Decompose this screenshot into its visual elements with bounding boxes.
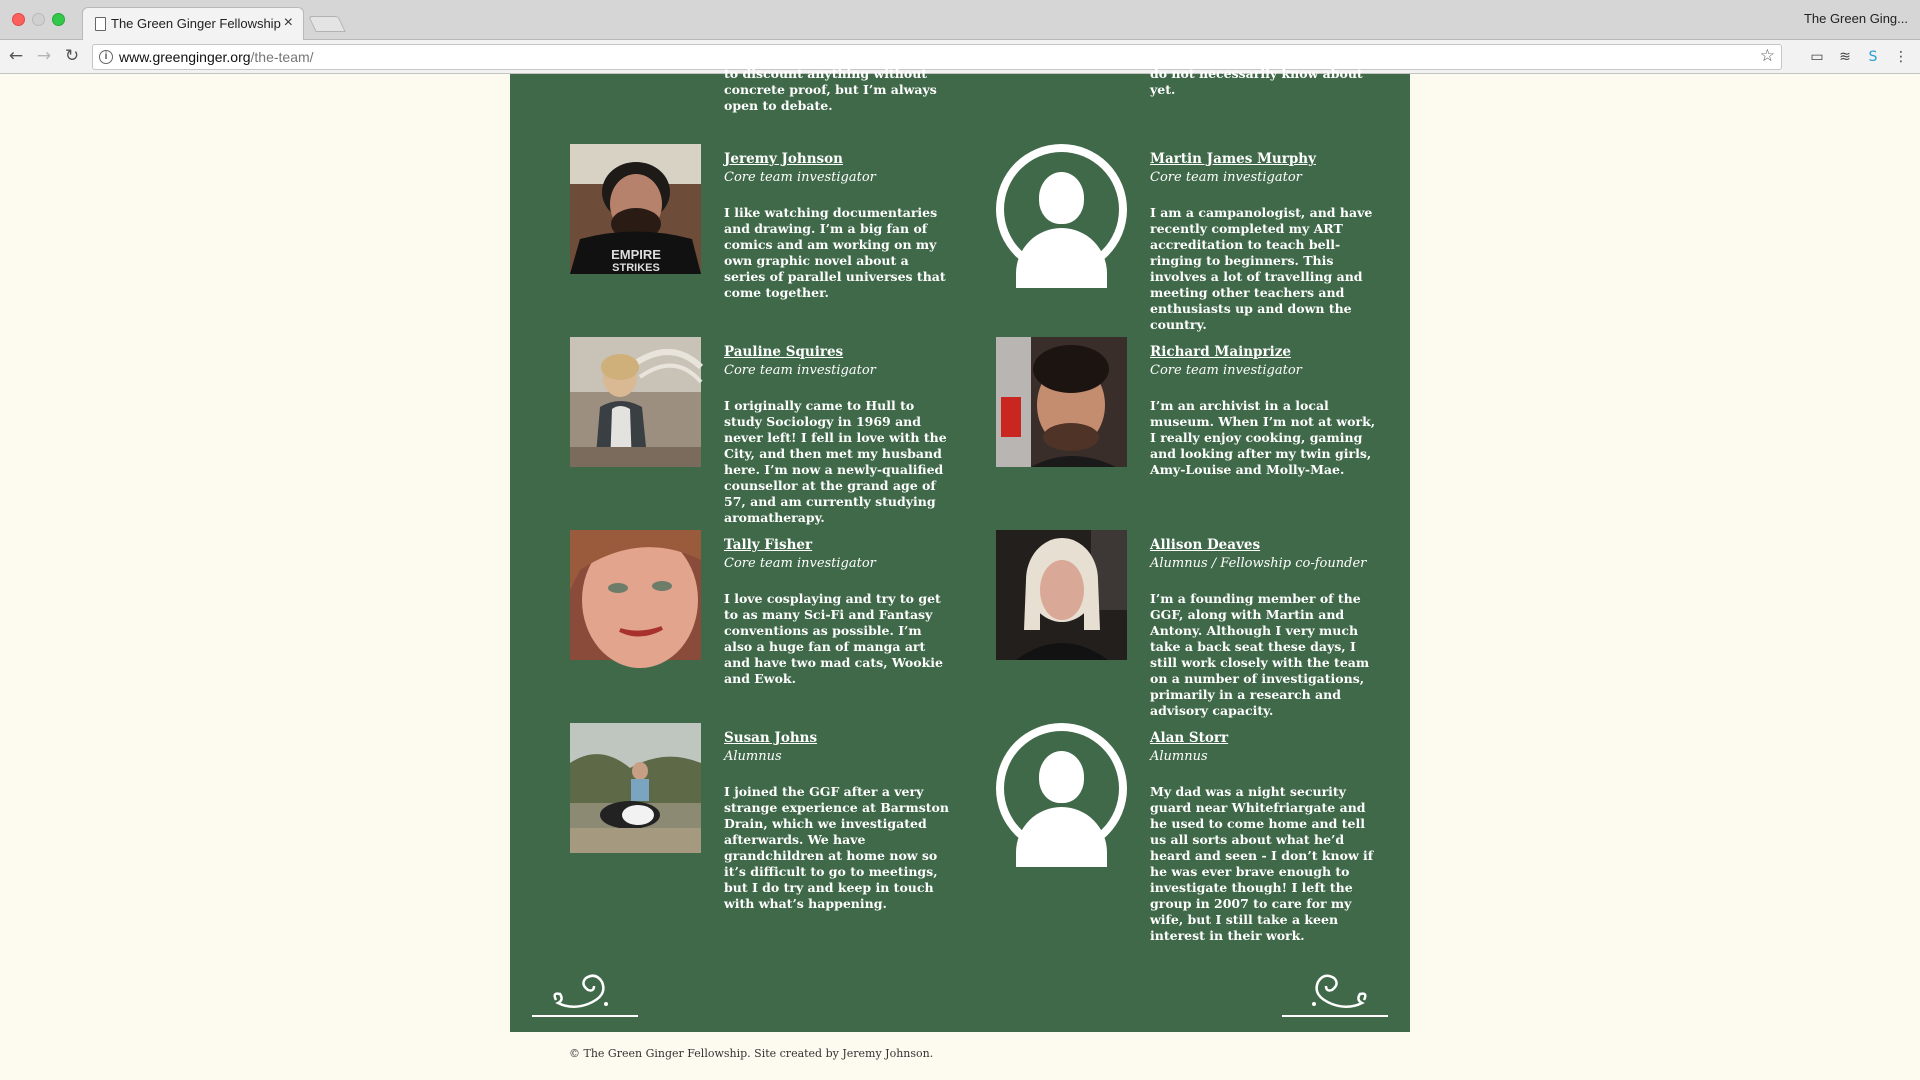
- member-role: Core team investigator: [724, 556, 876, 571]
- member-info: [724, 536, 954, 687]
- svg-text:EMPIRE: EMPIRE: [611, 247, 661, 262]
- reload-icon[interactable]: ↻: [64, 46, 80, 66]
- page-viewport: [0, 66, 1920, 1080]
- member-info: [1150, 150, 1380, 333]
- member-role: Core team investigator: [724, 170, 876, 185]
- member-name-link[interactable]: Pauline Squires: [724, 344, 844, 360]
- member-bio: I originally came to Hull to study Sociology in 1969 and never left! I fell in love with the City, and then met my husband here. I’m now a newly-qualified counsellor at the grand age of 57, and am currently studying aromatherapy.: [724, 398, 947, 525]
- tab-title: The Green Ginger Fellowship: [111, 16, 281, 31]
- member-role: Core team investigator: [1150, 170, 1302, 185]
- member-bio: I am a campanologist, and have recently completed my ART accreditation to teach bell-ringing to beginners. This involves a lot of travelling and meeting other teachers and enthusiasts up and down the country.: [1150, 205, 1373, 332]
- member-role: Alumnus: [724, 749, 782, 764]
- browser-toolbar: [0, 40, 1920, 74]
- extension-s-icon[interactable]: S: [1868, 49, 1878, 65]
- svg-text:STRIKES: STRIKES: [612, 262, 660, 274]
- member-photo-allison: [996, 530, 1127, 660]
- member-name-link[interactable]: Richard Mainprize: [1150, 344, 1291, 360]
- new-tab-button[interactable]: [308, 16, 345, 32]
- maximize-window-button[interactable]: [52, 13, 65, 26]
- close-window-button[interactable]: [12, 13, 25, 26]
- member-photo-pauline: [570, 337, 701, 467]
- bookmark-star-icon[interactable]: ☆: [1759, 46, 1775, 66]
- browser-chrome: [0, 0, 1920, 74]
- placeholder-avatar-icon: [996, 723, 1127, 854]
- back-arrow-icon[interactable]: ←: [8, 46, 24, 66]
- site-info-icon[interactable]: i: [99, 50, 113, 64]
- swirl-flourish-icon: [1278, 970, 1388, 1020]
- member-name-link[interactable]: Alan Storr: [1150, 730, 1229, 746]
- member-role: Core team investigator: [724, 363, 876, 378]
- swirl-flourish-icon: [532, 970, 642, 1020]
- member-role: Alumnus: [1150, 749, 1208, 764]
- url-domain: www.greenginger.org: [119, 49, 251, 65]
- team-panel: [510, 66, 1410, 1032]
- previous-bio-fragment-left: to discount anything without concrete proof, but I’m always open to debate.: [724, 66, 937, 113]
- member-name-link[interactable]: Susan Johns: [724, 730, 818, 746]
- placeholder-avatar-icon: [996, 144, 1127, 275]
- member-bio: I’m a founding member of the GGF, along with Martin and Antony. Although I very much take a back seat these days, I still work closely with the team on a number of investigations, primarily in a research and advisory capacity.: [1150, 591, 1370, 718]
- member-name-link[interactable]: Tally Fisher: [724, 537, 813, 553]
- member-name-link[interactable]: Martin James Murphy: [1150, 151, 1316, 167]
- tab-close-icon[interactable]: ×: [283, 14, 293, 31]
- member-bio: I like watching documentaries and drawing. I’m a big fan of comics and am working on my own graphic novel about a series of parallel universes that come together.: [724, 205, 946, 300]
- active-tab[interactable]: [82, 7, 304, 40]
- member-photo-susan: [570, 723, 701, 853]
- member-info: [1150, 729, 1380, 944]
- member-info: [724, 343, 954, 526]
- page-icon: [95, 17, 106, 31]
- tab-bar: [0, 0, 1920, 40]
- previous-bio-fragment-right: do not necessarily know about yet.: [1150, 66, 1363, 97]
- member-bio: I joined the GGF after a very strange experience at Barmston Drain, which we investigated afterwards. We have grandchildren at home now so it’s difficult to go to meetings, but I do try and keep in touch with what’s happening.: [724, 784, 949, 911]
- member-photo-jeremy: [570, 144, 701, 274]
- member-name-link[interactable]: Allison Deaves: [1150, 537, 1261, 553]
- member-bio: I’m an archivist in a local museum. When I’m not at work, I really enjoy cooking, gaming and looking after my twin girls, Amy-Louise and Molly-Mae.: [1150, 398, 1376, 477]
- member-role: Core team investigator: [1150, 363, 1302, 378]
- member-photo-tally: [570, 530, 701, 660]
- member-photo-richard: [996, 337, 1127, 467]
- member-info: [1150, 536, 1380, 719]
- layers-extension-icon[interactable]: ≋: [1839, 49, 1851, 65]
- forward-arrow-icon[interactable]: →: [36, 46, 52, 66]
- member-info: [724, 150, 954, 301]
- url-text[interactable]: [119, 49, 314, 65]
- member-name-link[interactable]: Jeremy Johnson: [724, 151, 843, 167]
- site-footer: © The Green Ginger Fellowship. Site created by Jeremy Johnson.: [569, 1047, 934, 1060]
- cast-icon[interactable]: ▭: [1810, 49, 1824, 65]
- member-info: [724, 729, 954, 912]
- member-bio: My dad was a night security guard near Whitefriargate and he used to come home and tell us all sorts about what he’d heard and seen - I don’t know if he was ever brave enough to investigate though! I left the group in 2007 to care for my wife, but I still take a keen interest in their work.: [1150, 784, 1374, 943]
- minimize-window-button[interactable]: [32, 13, 45, 26]
- member-role: Alumnus / Fellowship co-founder: [1150, 556, 1367, 571]
- menu-kebab-icon[interactable]: ⋮: [1894, 49, 1908, 65]
- profile-name[interactable]: The Green Ging...: [1803, 11, 1908, 26]
- member-bio: I love cosplaying and try to get to as many Sci-Fi and Fantasy conventions as possible. I’m also a huge fan of manga art and have two mad cats, Wookie and Ewok.: [724, 591, 943, 686]
- url-path: /the-team/: [250, 49, 314, 65]
- member-info: [1150, 343, 1380, 478]
